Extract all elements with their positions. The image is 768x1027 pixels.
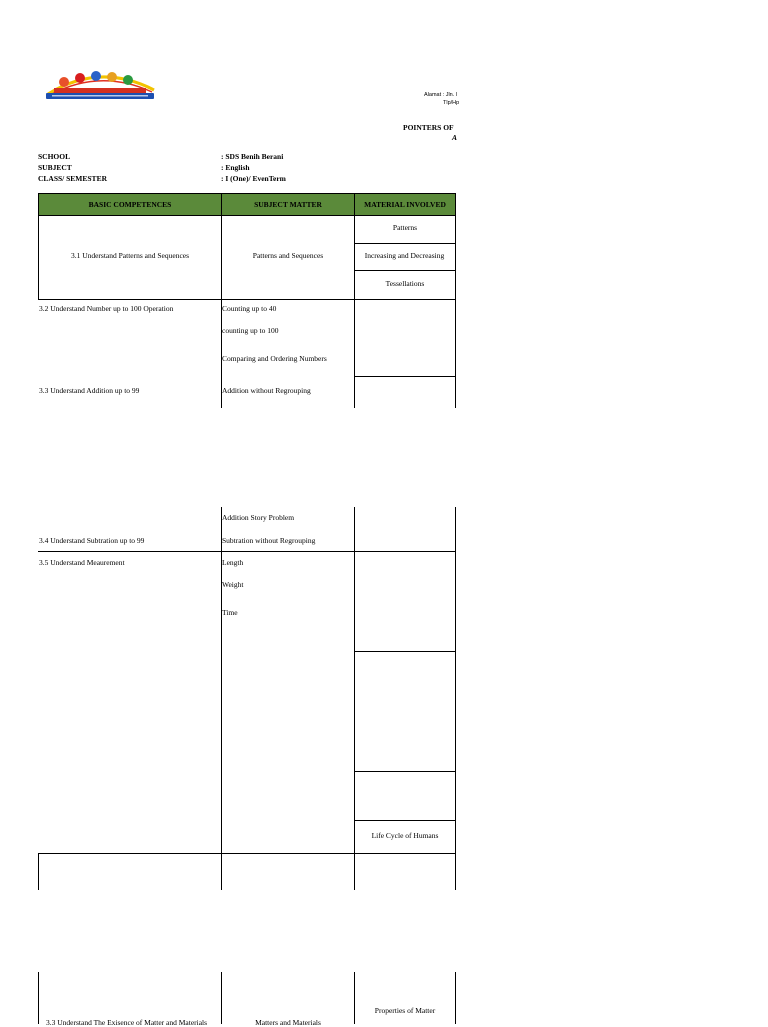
subject-matter-counting-40: Counting up to 40 xyxy=(222,304,277,313)
material-properties-of-matter: Properties of Matter xyxy=(374,1006,436,1015)
subject-matter-counting-100: counting up to 100 xyxy=(222,326,279,335)
subject-label: SUBJECT xyxy=(38,163,72,172)
address-line-2: Tlp/Hp xyxy=(443,100,460,106)
material-tessellations: Tessellations xyxy=(385,279,425,288)
school-logo xyxy=(40,68,160,104)
school-value: : SDS Benih Berani xyxy=(221,152,284,161)
address-line-1: Alamat : Jln. l xyxy=(424,92,458,98)
class-semester-value: : I (One)/ EvenTerm xyxy=(221,174,286,183)
material-increasing-decreasing: Increasing and Decreasing xyxy=(364,251,445,260)
basic-competence-3-3: 3.3 Understand Addition up to 99 xyxy=(39,386,140,395)
header-material-involved: MATERIAL INVOLVED xyxy=(355,194,455,215)
class-semester-label: CLASS/ SEMESTER xyxy=(38,174,107,183)
basic-competence-3-5: 3.5 Understand Meaurement xyxy=(39,558,125,567)
school-label: SCHOOL xyxy=(38,152,71,161)
basic-competence-3-4: 3.4 Understand Subtration up to 99 xyxy=(39,536,145,545)
subject-matter-addition-story: Addition Story Problem xyxy=(222,513,295,522)
document-title: POINTERS OF xyxy=(403,123,454,132)
basic-competence-3-1: 3.1 Understand Patterns and Sequences xyxy=(70,251,190,260)
header-basic-competences: BASIC COMPETENCES xyxy=(39,194,221,215)
subject-matter-subtraction: Subtration without Regrouping xyxy=(222,536,316,545)
subject-matter-length: Length xyxy=(222,558,244,567)
subject-matter-weight: Weight xyxy=(222,580,244,589)
document-subtitle: A xyxy=(452,133,458,142)
subject-matter-comparing-ordering: Comparing and Ordering Numbers xyxy=(222,354,327,363)
subject-matter-addition-no-regrouping: Addition without Regrouping xyxy=(222,386,311,395)
basic-competence-existence-matter: 3.3 Understand The Exisence of Matter and Materials xyxy=(46,1019,208,1027)
basic-competence-3-2: 3.2 Understand Number up to 100 Operation xyxy=(39,304,174,313)
subject-value: : English xyxy=(221,163,250,172)
material-patterns: Patterns xyxy=(392,223,418,232)
subject-matter-matters-materials: Matters and Materials xyxy=(255,1018,321,1027)
subject-matter-patterns-sequences: Patterns and Sequences xyxy=(252,251,324,260)
subject-matter-time: Time xyxy=(222,608,238,617)
header-subject-matter: SUBJECT MATTER xyxy=(222,194,354,215)
material-life-cycle-humans: Life Cycle of Humans xyxy=(371,831,439,840)
